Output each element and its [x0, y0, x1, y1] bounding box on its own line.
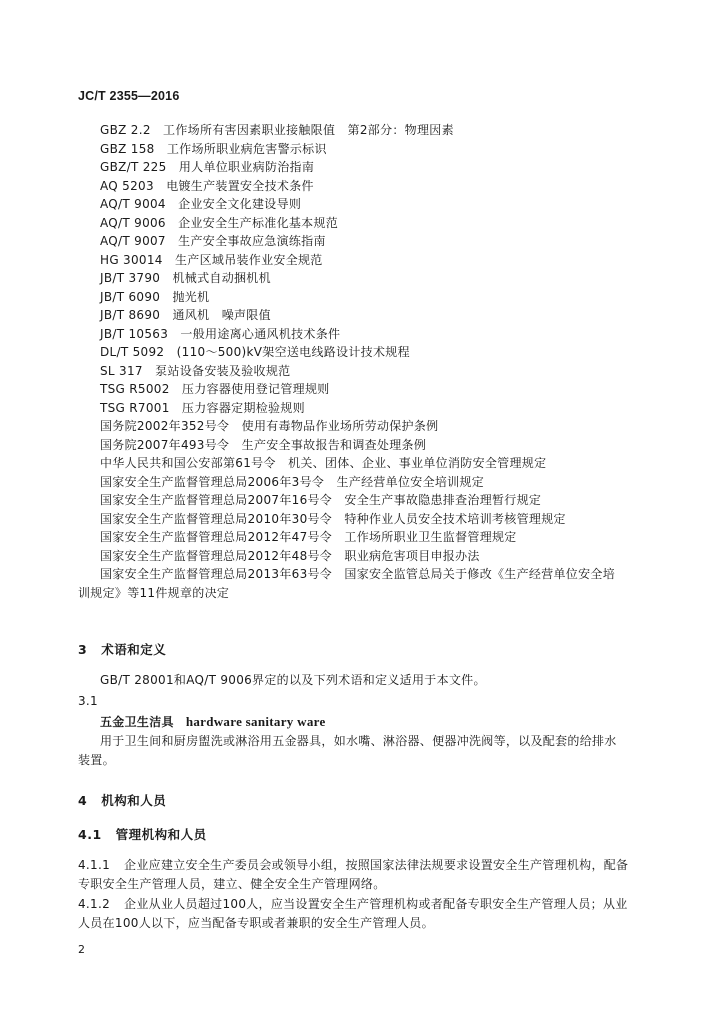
reference-item-continuation: 训规定》等11件规章的决定 [78, 585, 230, 600]
section-title: 机构和人员 [101, 793, 167, 808]
reference-item: AQ 5203 电镀生产装置安全技术条件 [100, 178, 314, 193]
reference-item: GBZ/T 225 用人单位职业病防治指南 [100, 160, 315, 174]
reference-item: 国家安全生产监督管理总局2010年30号令 特种作业人员安全技术培训考核管理规定 [100, 511, 566, 526]
reference-item: JB/T 10563 一般用途离心通风机技术条件 [100, 326, 341, 341]
reference-item: DL/T 5092 (110～500)kV架空送电线路设计技术规程 [100, 345, 410, 359]
section-3-intro: GB/T 28001和AQ/T 9006界定的以及下列术语和定义适用于本文件。 [100, 673, 486, 687]
reference-item: TSG R7001 压力容器定期检验规则 [100, 400, 305, 415]
reference-item: JB/T 8690 通风机 噪声限值 [100, 308, 271, 322]
clause-4-1-1-line [78, 856, 628, 875]
reference-item: 国务院2002年352号令 使用有毒物品作业场所劳动保护条例 [100, 419, 439, 433]
term-definition-line: 装置。 [78, 753, 115, 767]
page-number: 2 [78, 943, 85, 956]
reference-item: 国家安全生产监督管理总局2007年16号令 安全生产事故隐患排查治理暂行规定 [100, 493, 542, 507]
clause-4-1-2-line [78, 895, 628, 914]
section-title: 术语和定义 [101, 642, 167, 657]
reference-item: GBZ 2.2 工作场所有害因素职业接触限值 第2部分：物理因素 [100, 123, 454, 137]
reference-item: HG 30014 生产区域吊装作业安全规范 [100, 252, 323, 267]
term-number: 3.1 [78, 694, 98, 708]
standard-code-header: JC/T 2355—2016 [78, 89, 180, 103]
section-number: 4 [78, 793, 88, 808]
reference-item: 国家安全生产监督管理总局2006年3号令 生产经营单位安全培训规定 [100, 474, 485, 489]
section-3-heading [78, 640, 166, 658]
subsection-4-1-heading [78, 825, 207, 843]
reference-item: TSG R5002 压力容器使用登记管理规则 [100, 382, 330, 396]
reference-item: 国家安全生产监督管理总局2012年47号令 工作场所职业卫生监督管理规定 [100, 530, 517, 544]
subsection-number: 4.1 [78, 827, 102, 842]
clause-text: 企业应建立安全生产委员会或领导小组，按照国家法律法规要求设置安全生产管理机构，配备 [124, 858, 629, 872]
subsection-title: 管理机构和人员 [115, 827, 207, 842]
reference-item: 国家安全生产监督管理总局2012年48号令 职业病危害项目申报办法 [100, 548, 480, 563]
reference-item: JB/T 3790 机械式自动捆机机 [100, 271, 271, 285]
term-chinese: 五金卫生洁具 [100, 715, 174, 729]
reference-item: JB/T 6090 抛光机 [100, 289, 210, 304]
reference-item: AQ/T 9007 生产安全事故应急演练指南 [100, 234, 326, 248]
section-4-heading [78, 791, 166, 809]
reference-item: 国家安全生产监督管理总局2013年63号令 国家安全监管总局关于修改《生产经营单位安全培 [100, 567, 616, 581]
normative-references-list [78, 121, 660, 602]
section-number: 3 [78, 642, 88, 657]
clause-text: 企业从业人员超过100人，应当设置安全生产管理机构或者配备专职安全生产管理人员；从业 [124, 897, 628, 911]
reference-item: 国务院2007年493号令 生产安全事故报告和调查处理条例 [100, 437, 427, 452]
clause-number: 4.1.1 [78, 858, 111, 872]
reference-item: AQ/T 9004 企业安全文化建设导则 [100, 197, 302, 211]
term-definition-line: 用于卫生间和厨房盥洗或淋浴用五金器具，如水嘴、淋浴器、便器冲洗阀等，以及配套的给排水 [100, 734, 617, 748]
reference-item: GBZ 158 工作场所职业病危害警示标识 [100, 141, 327, 156]
reference-item: 中华人民共和国公安部第61号令 机关、团体、企业、事业单位消防安全管理规定 [100, 456, 547, 470]
clause-4-1-2-continuation: 人员在100人以下，应当配备专职或者兼职的安全生产管理人员。 [78, 916, 434, 930]
term-english: hardware sanitary ware [185, 714, 326, 729]
reference-item: AQ/T 9006 企业安全生产标准化基本规范 [100, 215, 339, 230]
reference-item: SL 317 泵站设备安装及验收规范 [100, 363, 291, 378]
clause-4-1-1-continuation: 专职安全生产管理人员，建立、健全安全生产管理网络。 [78, 877, 386, 891]
term-heading [100, 712, 326, 732]
clause-number: 4.1.2 [78, 897, 111, 911]
